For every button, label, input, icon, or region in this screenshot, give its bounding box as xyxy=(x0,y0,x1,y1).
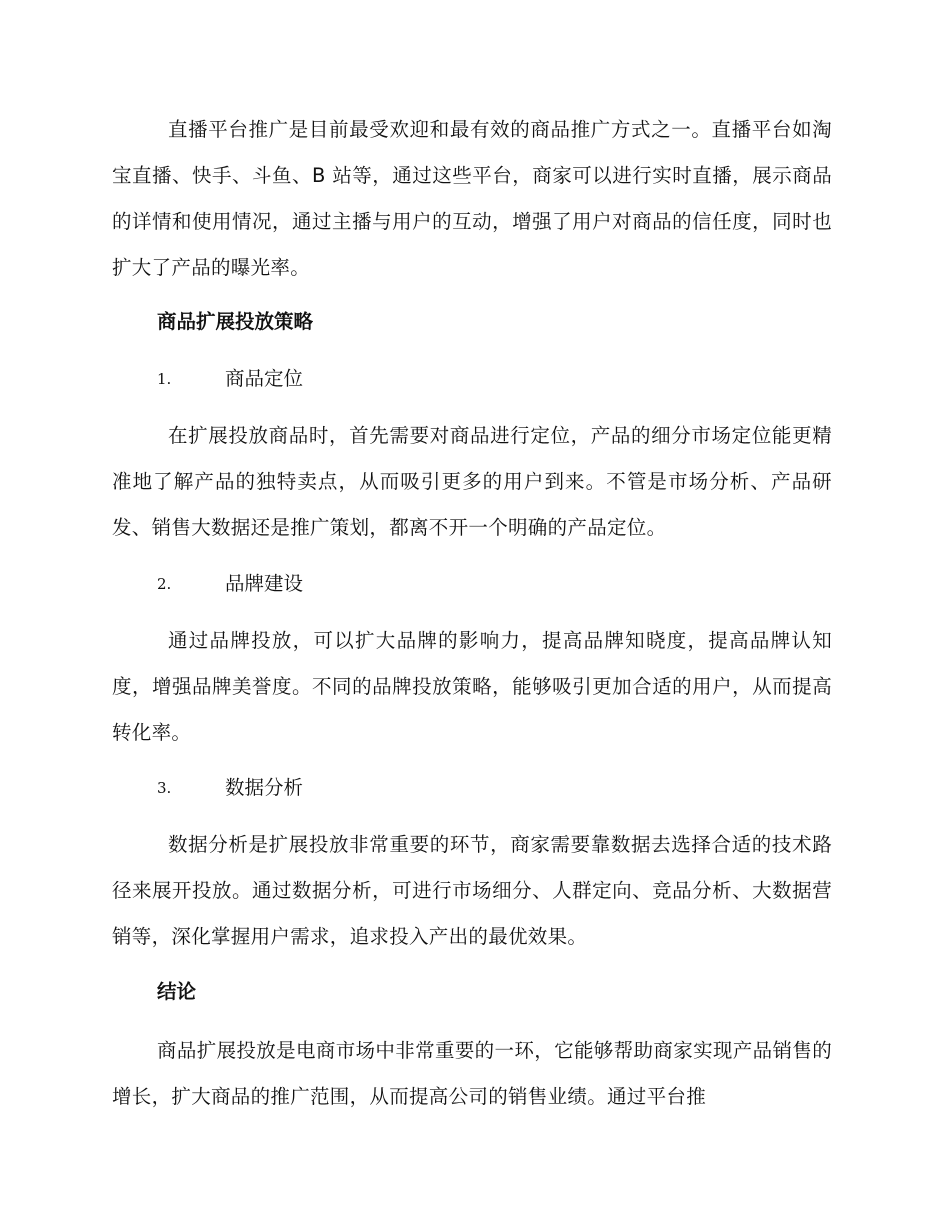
list-label: 商品定位 xyxy=(225,367,304,390)
conclusion-heading: 结论 xyxy=(157,980,197,1003)
branding-paragraph: 通过品牌投放，可以扩大品牌的影响力，提高品牌知晓度，提高品牌认知度，增强品牌美誉度。不同的品牌投放策略，能够吸引更加合适的用户，从而提高转化率。 xyxy=(112,629,832,744)
list-number: 3. xyxy=(157,779,172,797)
intro-paragraph: 直播平台推广是目前最受欢迎和最有效的商品推广方式之一。直播平台如淘宝直播、快手、斗鱼、B 站等，通过这些平台，商家可以进行实时直播，展示商品的详情和使用情况，通过主播与用户的互动，增强了用户对商品的信任度，同时也扩大了产品的曝光率。 xyxy=(112,118,832,279)
list-label: 数据分析 xyxy=(225,776,304,799)
strategy-heading: 商品扩展投放策略 xyxy=(157,310,314,333)
positioning-paragraph: 在扩展投放商品时，首先需要对商品进行定位，产品的细分市场定位能更精准地了解产品的独特卖点，从而吸引更多的用户到来。不管是市场分析、产品研发、销售大数据还是推广策划，都离不开一个明确的产品定位。 xyxy=(112,424,832,539)
list-number: 2. xyxy=(157,575,172,593)
conclusion-paragraph: 商品扩展投放是电商市场中非常重要的一环，它能够帮助商家实现产品销售的增长，扩大商品的推广范围，从而提高公司的销售业绩。通过平台推 xyxy=(112,1039,832,1108)
data-analysis-paragraph: 数据分析是扩展投放非常重要的环节，商家需要靠数据去选择合适的技术路径来展开投放。通过数据分析，可进行市场细分、人群定向、竞品分析、大数据营销等，深化掌握用户需求，追求投入产出的最优效果。 xyxy=(112,833,832,948)
list-label: 品牌建设 xyxy=(225,572,304,595)
list-number: 1. xyxy=(157,370,172,388)
